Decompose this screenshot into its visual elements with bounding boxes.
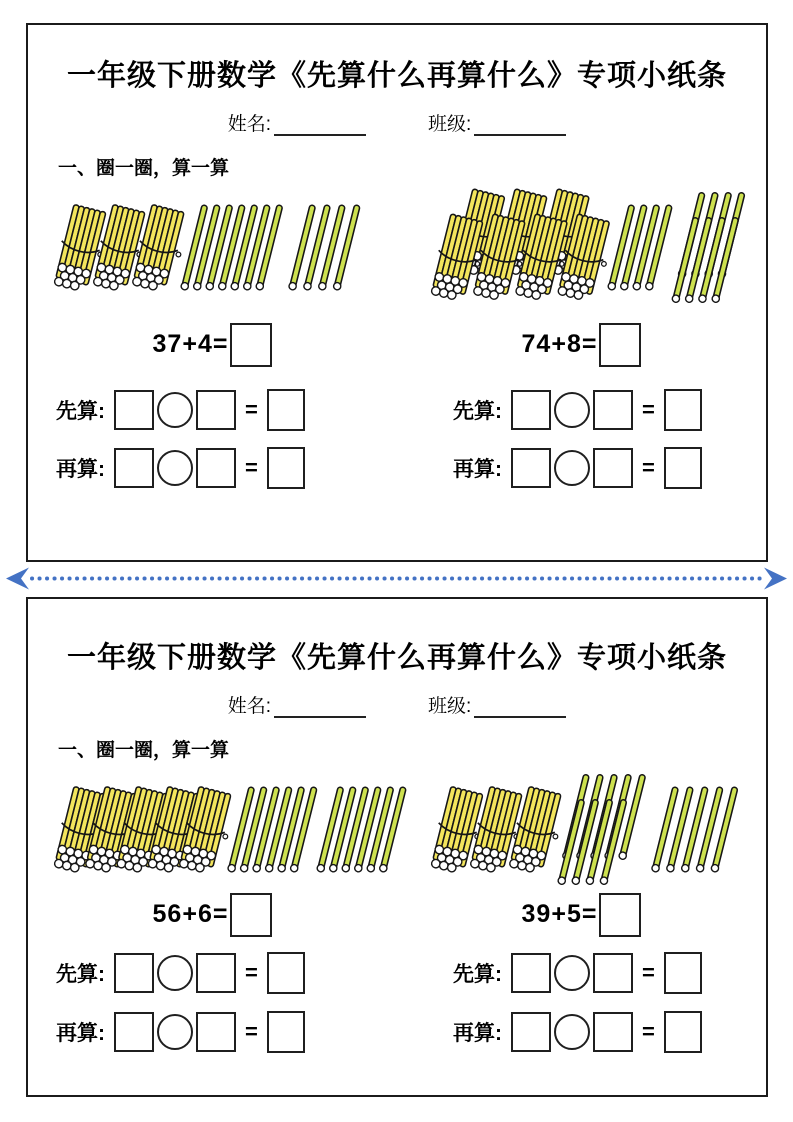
operand-box-1[interactable] bbox=[511, 1012, 551, 1052]
operand-box-2[interactable] bbox=[196, 1012, 236, 1052]
page-title: 一年级下册数学《先算什么再算什么》专项小纸条 bbox=[66, 642, 727, 674]
cut-divider-graphic bbox=[0, 565, 793, 592]
then-calc-label: 再算: bbox=[56, 457, 105, 481]
operand-box-2[interactable] bbox=[593, 448, 633, 488]
result-box[interactable] bbox=[664, 389, 702, 431]
left-arrowhead-icon bbox=[6, 568, 29, 590]
operand-box-2[interactable] bbox=[593, 390, 633, 430]
name-blank-line[interactable] bbox=[274, 114, 366, 136]
equals-sign: = bbox=[642, 959, 655, 985]
name-class-row bbox=[28, 691, 766, 718]
sticks-illustration bbox=[397, 196, 766, 308]
class-field bbox=[428, 109, 566, 136]
name-label: 姓名: bbox=[227, 113, 271, 135]
equals-sign: = bbox=[245, 959, 258, 985]
class-field bbox=[428, 691, 566, 718]
problem-block bbox=[28, 188, 397, 489]
section-heading: 一、圈一圈，算一算 bbox=[58, 157, 230, 179]
first-calc-label: 先算: bbox=[453, 962, 502, 986]
operator-circle[interactable] bbox=[554, 1014, 590, 1050]
result-box[interactable] bbox=[267, 952, 305, 994]
then-calc-row bbox=[453, 1011, 766, 1053]
operator-circle[interactable] bbox=[157, 1014, 193, 1050]
worksheet-card-top bbox=[26, 23, 768, 562]
equation-answer-box[interactable] bbox=[230, 323, 272, 367]
operator-circle[interactable] bbox=[157, 955, 193, 991]
equation-text: 74+8= bbox=[521, 330, 598, 359]
operand-box-1[interactable] bbox=[114, 953, 154, 993]
operator-circle[interactable] bbox=[157, 392, 193, 428]
class-label: 班级: bbox=[428, 113, 472, 135]
first-calc-row bbox=[453, 952, 766, 994]
result-box[interactable] bbox=[267, 1011, 305, 1053]
operator-circle[interactable] bbox=[554, 955, 590, 991]
then-calc-label: 再算: bbox=[453, 1021, 502, 1045]
class-label: 班级: bbox=[428, 695, 472, 717]
operand-box-1[interactable] bbox=[114, 448, 154, 488]
result-box[interactable] bbox=[664, 952, 702, 994]
result-box[interactable] bbox=[664, 447, 702, 489]
first-calc-label: 先算: bbox=[56, 962, 105, 986]
sticks-illustration bbox=[28, 778, 397, 890]
equation-text: 37+4= bbox=[152, 330, 229, 359]
first-calc-row bbox=[453, 389, 766, 431]
result-box[interactable] bbox=[664, 1011, 702, 1053]
equation-row bbox=[397, 323, 766, 367]
name-blank-line[interactable] bbox=[274, 696, 366, 718]
equation-answer-box[interactable] bbox=[599, 893, 641, 937]
then-calc-label: 再算: bbox=[453, 457, 502, 481]
problems-row bbox=[28, 188, 766, 489]
equals-sign: = bbox=[642, 396, 655, 422]
equation-row bbox=[28, 323, 397, 367]
equation-text: 39+5= bbox=[521, 900, 598, 929]
equals-sign: = bbox=[642, 454, 655, 480]
right-arrowhead-icon bbox=[764, 568, 787, 590]
page-title: 一年级下册数学《先算什么再算什么》专项小纸条 bbox=[66, 60, 727, 92]
equals-sign: = bbox=[245, 396, 258, 422]
operand-box-1[interactable] bbox=[114, 390, 154, 430]
first-calc-label: 先算: bbox=[453, 399, 502, 423]
then-calc-row bbox=[453, 447, 766, 489]
operand-box-2[interactable] bbox=[593, 953, 633, 993]
operand-box-1[interactable] bbox=[511, 448, 551, 488]
worksheet-card-bottom bbox=[26, 597, 768, 1097]
then-calc-row bbox=[56, 447, 397, 489]
first-calc-row bbox=[56, 952, 397, 994]
then-calc-row bbox=[56, 1011, 397, 1053]
equals-sign: = bbox=[642, 1018, 655, 1044]
first-calc-label: 先算: bbox=[56, 399, 105, 423]
class-blank-line[interactable] bbox=[474, 696, 566, 718]
equation-row bbox=[397, 893, 766, 937]
equation-answer-box[interactable] bbox=[599, 323, 641, 367]
problems-row bbox=[28, 770, 766, 1053]
result-box[interactable] bbox=[267, 389, 305, 431]
cut-divider bbox=[0, 565, 793, 592]
operand-box-2[interactable] bbox=[593, 1012, 633, 1052]
problem-block bbox=[397, 188, 766, 489]
problem-block bbox=[28, 770, 397, 1053]
operand-box-2[interactable] bbox=[196, 953, 236, 993]
equation-text: 56+6= bbox=[152, 900, 229, 929]
operator-circle[interactable] bbox=[554, 450, 590, 486]
section-heading: 一、圈一圈，算一算 bbox=[58, 739, 230, 761]
equals-sign: = bbox=[245, 454, 258, 480]
class-blank-line[interactable] bbox=[474, 114, 566, 136]
operator-circle[interactable] bbox=[157, 450, 193, 486]
name-field bbox=[228, 691, 366, 718]
equals-sign: = bbox=[245, 1018, 258, 1044]
name-label: 姓名: bbox=[227, 695, 271, 717]
problem-block bbox=[397, 770, 766, 1053]
result-box[interactable] bbox=[267, 447, 305, 489]
equation-row bbox=[28, 893, 397, 937]
operand-box-1[interactable] bbox=[511, 953, 551, 993]
operand-box-2[interactable] bbox=[196, 448, 236, 488]
operand-box-1[interactable] bbox=[114, 1012, 154, 1052]
operand-box-1[interactable] bbox=[511, 390, 551, 430]
operand-box-2[interactable] bbox=[196, 390, 236, 430]
name-field bbox=[228, 109, 366, 136]
then-calc-label: 再算: bbox=[56, 1021, 105, 1045]
name-class-row bbox=[28, 109, 766, 136]
sticks-illustration bbox=[397, 778, 766, 890]
equation-answer-box[interactable] bbox=[230, 893, 272, 937]
operator-circle[interactable] bbox=[554, 392, 590, 428]
first-calc-row bbox=[56, 389, 397, 431]
sticks-illustration bbox=[28, 196, 397, 308]
